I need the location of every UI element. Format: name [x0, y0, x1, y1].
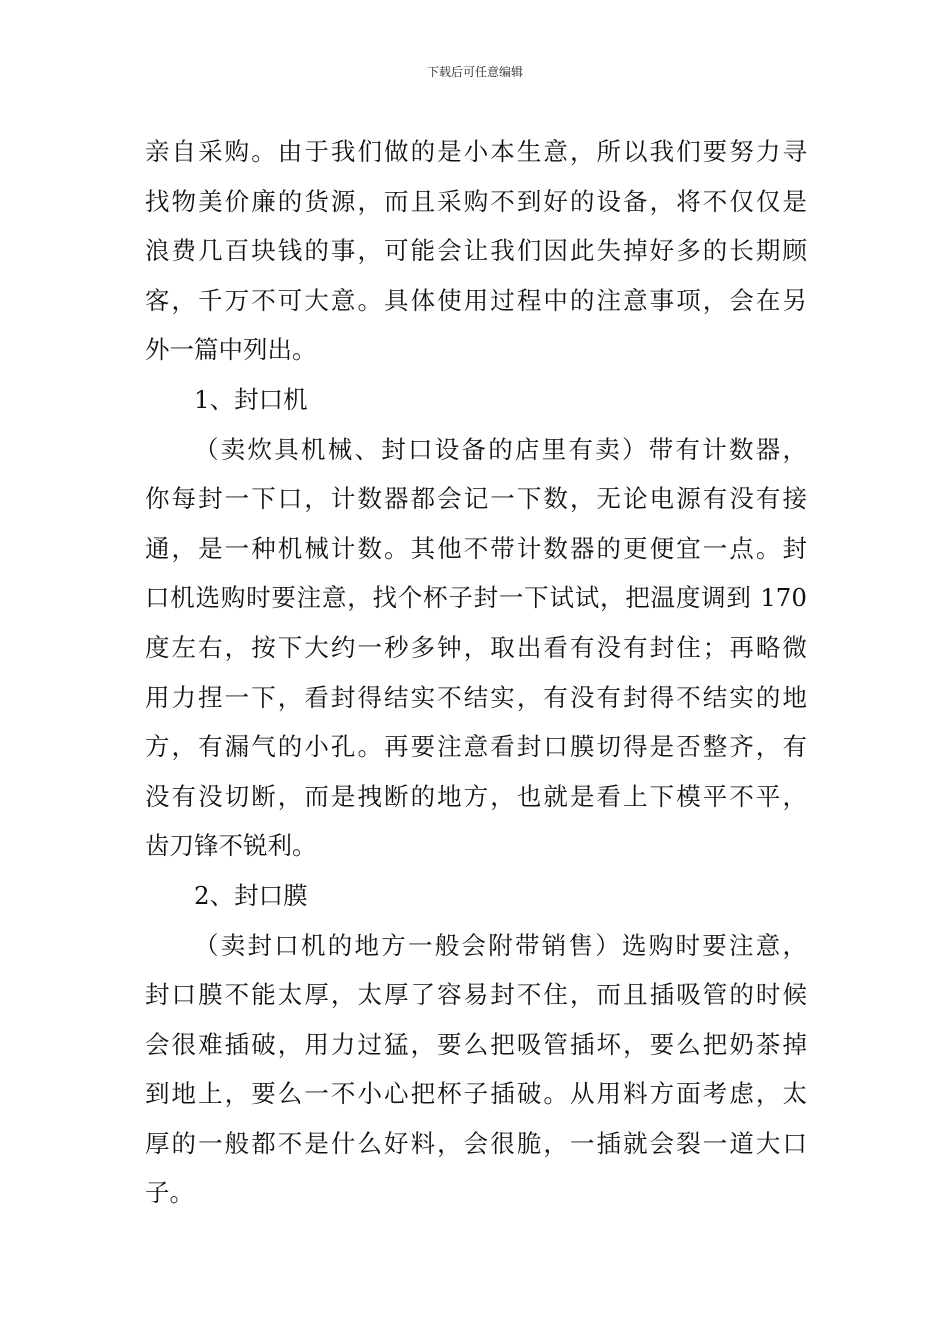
heading-text: 1、封口机 — [194, 384, 308, 414]
text-line: 通，是一种机械计数。其他不带计数器的更便宜一点。封 — [145, 533, 807, 563]
text-line: 浪费几百块钱的事，可能会让我们因此失掉好多的长期顾 — [145, 236, 807, 266]
text-line: （卖封口机的地方一般会附带销售）选购时要注意， — [194, 930, 807, 960]
paragraph-sealing-machine — [145, 425, 807, 871]
text-line: 客，千万不可大意。具体使用过程中的注意事项，会在另 — [145, 285, 807, 315]
paragraph-intro — [145, 127, 807, 375]
text-line: 会很难插破，用力过猛，要么把吸管插坏，要么把奶茶掉 — [145, 1029, 807, 1059]
text-line: 封口膜不能太厚，太厚了容易封不住，而且插吸管的时候 — [145, 980, 807, 1010]
text-line: 找物美价廉的货源，而且采购不到好的设备，将不仅仅是 — [145, 186, 807, 216]
text-line: （卖炊具机械、封口设备的店里有卖）带有计数器， — [194, 434, 807, 464]
heading-text: 2、封口膜 — [194, 880, 308, 910]
text-line: 齿刀锋不锐利。 — [145, 831, 317, 861]
text-line: 亲自采购。由于我们做的是小本生意，所以我们要努力寻 — [145, 137, 807, 166]
text-line: 外一篇中列出。 — [145, 335, 317, 365]
text-line: 子。 — [145, 1178, 194, 1208]
text-line: 没有没切断，而是拽断的地方，也就是看上下模平不平， — [145, 781, 807, 811]
paragraph-sealing-film — [145, 921, 807, 1219]
text-line: 用力捏一下，看封得结实不结实，有没有封得不结实的地 — [145, 682, 807, 712]
text-line: 度左右，按下大约一秒多钟，取出看有没有封住；再略微 — [145, 632, 807, 662]
text-line: 到地上，要么一不小心把杯子插破。从用料方面考虑，太 — [145, 1079, 807, 1109]
section-heading-sealing-film — [145, 871, 807, 921]
text-line: 口机选购时要注意，找个杯子封一下试试，把温度调到 170 — [145, 583, 807, 613]
document-body — [145, 127, 807, 1218]
text-line: 方，有漏气的小孔。再要注意看封口膜切得是否整齐，有 — [145, 732, 807, 762]
page-header: 下载后可任意编辑 — [426, 65, 523, 79]
text-line: 你每封一下口，计数器都会记一下数，无论电源有没有接 — [145, 484, 807, 514]
text-line: 厚的一般都不是什么好料，会很脆，一插就会裂一道大口 — [145, 1128, 807, 1158]
section-heading-sealing-machine — [145, 375, 807, 425]
